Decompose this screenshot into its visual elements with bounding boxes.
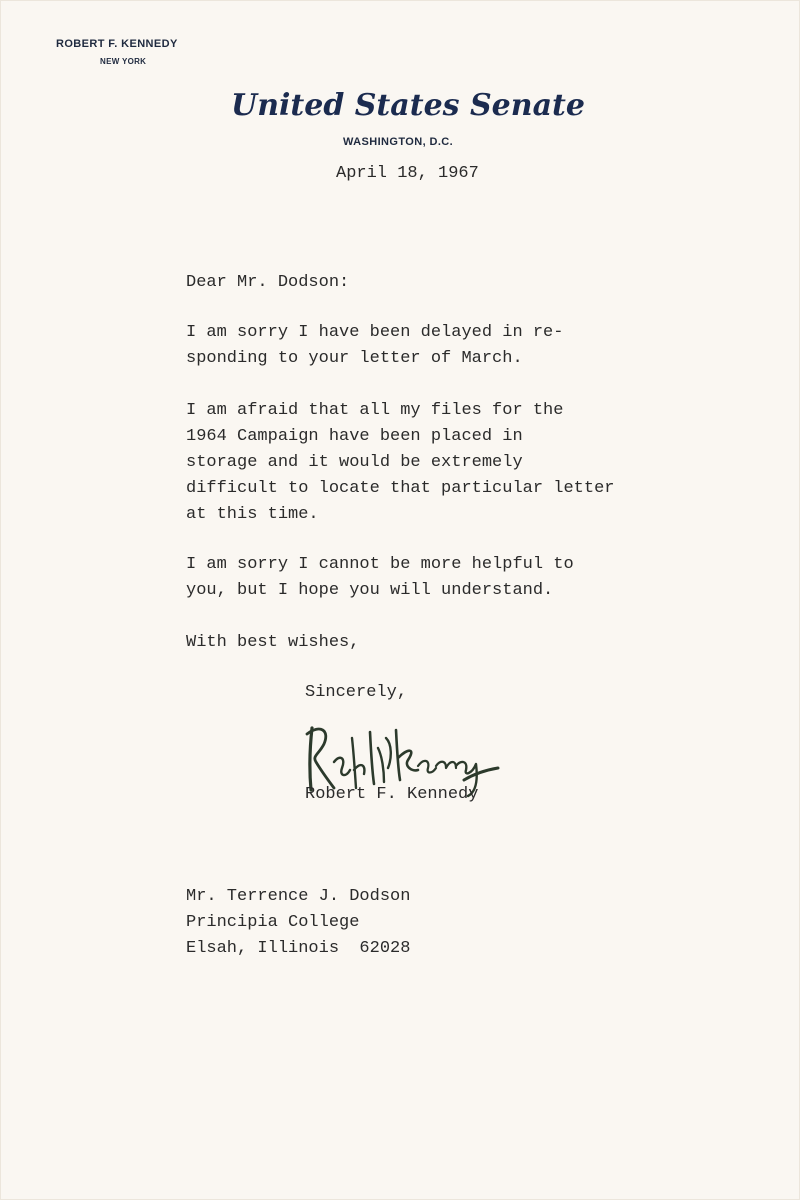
typed-signature-name: Robert F. Kennedy (305, 785, 479, 804)
paragraph-line: difficult to locate that particular letter (186, 479, 615, 498)
closing-wishes: With best wishes, (186, 633, 360, 652)
paragraph-line: I am sorry I have been delayed in re- (186, 323, 564, 342)
paragraph-line: 1964 Campaign have been placed in (186, 427, 523, 446)
salutation: Dear Mr. Dodson: (186, 273, 350, 292)
address-line: Elsah, Illinois 62028 (186, 939, 411, 958)
paragraph-1 (186, 320, 656, 372)
sender-name: ROBERT F. KENNEDY (56, 38, 178, 50)
paragraph-line: I am sorry I cannot be more helpful to (186, 555, 574, 574)
paragraph-line: storage and it would be extremely (186, 453, 523, 472)
paragraph-line: at this time. (186, 505, 319, 524)
paragraph-2 (186, 398, 656, 528)
sender-state: NEW YORK (100, 57, 147, 66)
letterhead-title: United States Senate (231, 88, 585, 123)
valediction: Sincerely, (305, 683, 408, 702)
paragraph-line: I am afraid that all my files for the (186, 401, 564, 420)
letter-date: April 18, 1967 (336, 164, 479, 183)
address-line: Principia College (186, 913, 360, 932)
paragraph-line: you, but I hope you will understand. (186, 581, 554, 600)
paragraph-line: sponding to your letter of March. (186, 349, 523, 368)
paragraph-3 (186, 552, 656, 604)
address-line: Mr. Terrence J. Dodson (186, 887, 411, 906)
recipient-address (186, 884, 656, 962)
letterhead-city: WASHINGTON, D.C. (343, 136, 454, 148)
